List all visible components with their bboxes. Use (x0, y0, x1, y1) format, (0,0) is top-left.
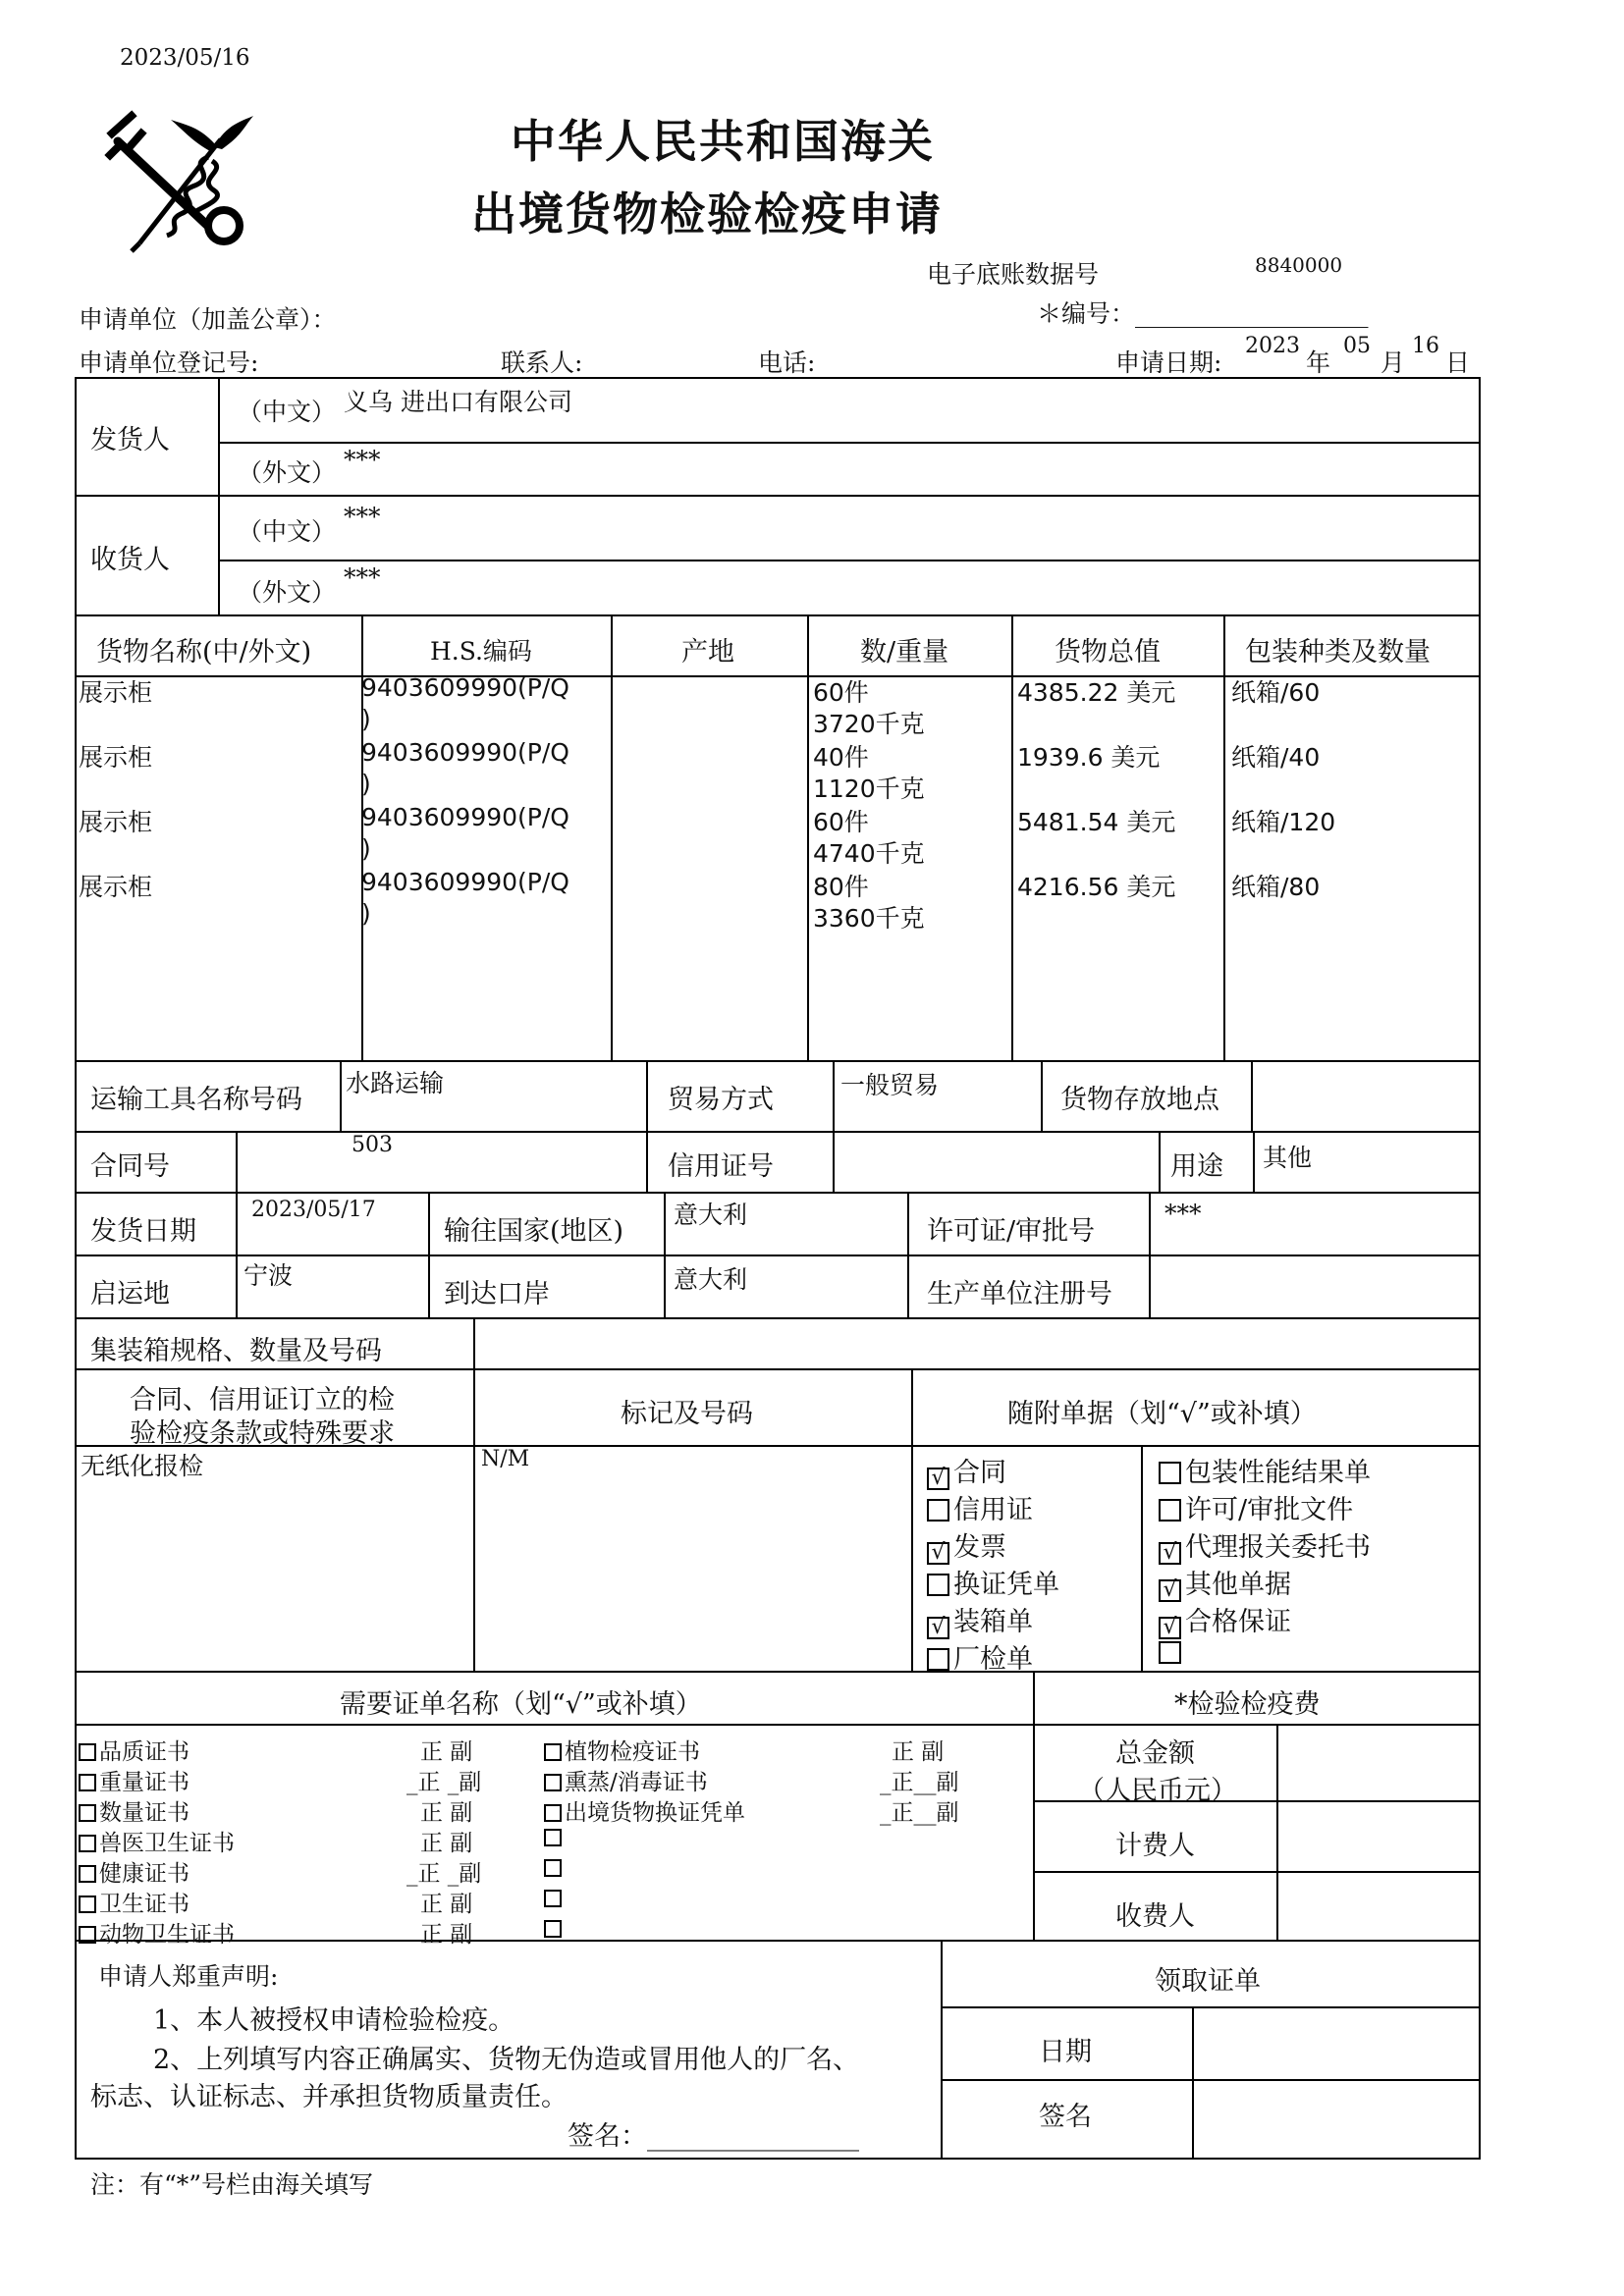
declaration-item2b: 标志、认证标志、并承担货物质量责任。 (90, 2082, 568, 2112)
doc-label: 换证凭单 (953, 1570, 1059, 1600)
cert-copies[interactable]: 正 副 (420, 1831, 473, 1856)
doc-label: 发票 (953, 1532, 1006, 1563)
ledger-value: 8840000 (1255, 253, 1343, 277)
shipper-fo-label: （外文） (238, 458, 337, 487)
doc-checkbox[interactable] (1159, 1563, 1291, 1602)
ship-date-label: 发货日期 (90, 1216, 196, 1247)
goods-row-name[interactable]: 展示柜 (79, 678, 153, 707)
cert-item[interactable] (544, 1825, 565, 1850)
license-label: 许可证/审批号 (927, 1216, 1096, 1247)
checkbox-icon[interactable] (544, 1890, 562, 1907)
apply-date-label: 申请日期: (1115, 348, 1222, 377)
checkbox-icon[interactable] (79, 1865, 96, 1883)
cert-item[interactable] (79, 1916, 235, 1949)
checkbox-icon[interactable] (544, 1774, 562, 1791)
goods-row-value[interactable]: 4216.56 美元 (1017, 873, 1176, 901)
doc-label: 包装性能结果单 (1185, 1458, 1371, 1488)
terms-value[interactable]: 无纸化报检 (81, 1452, 204, 1480)
checkbox-icon[interactable] (544, 1804, 562, 1822)
goods-row-name[interactable]: 展示柜 (79, 873, 153, 901)
checkbox-icon[interactable]: √ (927, 1468, 949, 1490)
checkbox-icon[interactable] (79, 1774, 96, 1791)
total-label-2: （人民币元） (1078, 1776, 1237, 1806)
consignee-label: 收货人 (90, 545, 170, 575)
checkbox-icon[interactable] (79, 1804, 96, 1822)
shipper-cn-label: （中文） (238, 398, 337, 426)
day-char: 日 (1445, 348, 1471, 377)
cert-item[interactable] (79, 1734, 189, 1766)
goods-row-weight[interactable]: 4740千克 (813, 839, 925, 868)
goods-row-hs-cont: ) (361, 834, 371, 863)
shipper-cn-value[interactable]: 义乌 进出口有限公司 (344, 388, 572, 416)
collect-header: 领取证单 (1155, 1966, 1261, 1997)
doc-checkbox[interactable] (1159, 1525, 1371, 1565)
cert-copies[interactable]: _正 _副 (406, 1770, 482, 1795)
goods-row-name[interactable]: 展示柜 (79, 808, 153, 836)
goods-header-name: 货物名称(中/外文) (96, 637, 312, 667)
goods-row-hs[interactable]: 9403609990(P/Q (361, 868, 569, 896)
doc-checkbox[interactable] (1159, 1600, 1291, 1639)
doc-label: 厂检单 (953, 1644, 1033, 1675)
shipper-label: 发货人 (90, 425, 170, 455)
checkbox-icon[interactable] (79, 1926, 96, 1944)
use-label: 用途 (1170, 1151, 1223, 1182)
declaration-sign[interactable]: 签名：________________ (568, 2121, 859, 2152)
goods-row-pack[interactable]: 纸箱/60 (1231, 678, 1321, 707)
doc-checkbox[interactable] (927, 1600, 1033, 1639)
origin-port-value[interactable]: 宁波 (244, 1261, 294, 1290)
goods-row-pack[interactable]: 纸箱/80 (1231, 873, 1321, 901)
cert-copies[interactable]: 正 副 (892, 1739, 945, 1765)
apply-year: 2023 (1245, 334, 1300, 358)
doc-label: 代理报关委托书 (1185, 1532, 1371, 1563)
doc-checkbox[interactable] (927, 1525, 1006, 1565)
cert-label: 重量证书 (99, 1770, 189, 1795)
phone-label: 电话: (758, 348, 816, 377)
cert-label: 出境货物换证凭单 (565, 1800, 745, 1826)
cert-item[interactable] (79, 1825, 235, 1857)
origin-port-label: 启运地 (90, 1279, 170, 1309)
checkbox-icon[interactable] (1159, 1641, 1181, 1664)
ledger-label: 电子底账数据号 (927, 260, 1100, 289)
doc-checkbox[interactable] (927, 1488, 1033, 1526)
checkbox-icon[interactable] (79, 1896, 96, 1913)
contact-label: 联系人: (501, 348, 583, 377)
checkbox-icon[interactable] (79, 1743, 96, 1761)
cert-item[interactable] (79, 1855, 189, 1888)
cert-label: 卫生证书 (99, 1892, 189, 1917)
title-line1: 中华人民共和国海关 (511, 115, 935, 168)
cert-label: 植物检疫证书 (565, 1739, 700, 1765)
cert-copies[interactable]: 正 副 (420, 1892, 473, 1917)
checkbox-icon[interactable]: √ (1159, 1542, 1181, 1565)
print-date: 2023/05/16 (120, 45, 250, 71)
consignee-cn-value[interactable]: *** (344, 503, 381, 531)
title-line2: 出境货物检验检疫申请 (471, 187, 943, 240)
checkbox-icon[interactable] (927, 1499, 949, 1522)
vehicle-label: 运输工具名称号码 (90, 1085, 302, 1115)
total-label-1: 总金额 (1115, 1738, 1195, 1769)
doc-checkbox[interactable] (927, 1563, 1059, 1601)
doc-label: 合格保证 (1185, 1607, 1291, 1637)
shipper-fo-value[interactable]: *** (344, 446, 381, 474)
goods-header-qty: 数/重量 (860, 637, 949, 667)
declaration-title: 申请人郑重声明: (98, 1962, 279, 1991)
checkbox-icon[interactable]: √ (1159, 1579, 1181, 1602)
dest-country-value[interactable]: 意大利 (674, 1201, 748, 1229)
cert-copies[interactable]: _正__副 (880, 1770, 959, 1795)
goods-row-hs[interactable]: 9403609990(P/Q (361, 738, 569, 767)
collect-date-label: 日期 (1039, 2037, 1092, 2067)
license-value[interactable]: *** (1164, 1200, 1202, 1228)
cert-copies[interactable]: 正 副 (420, 1800, 473, 1826)
goods-row-hs[interactable]: 9403609990(P/Q (361, 673, 569, 702)
apply-month: 05 (1343, 334, 1371, 358)
doc-label: 许可/审批文件 (1185, 1495, 1354, 1525)
doc-checkbox[interactable] (927, 1451, 1006, 1490)
calc-label: 计费人 (1115, 1831, 1195, 1861)
cert-copies[interactable]: _正 _副 (406, 1861, 482, 1887)
goods-row-hs-cont: ) (361, 899, 371, 928)
arrival-port-value[interactable]: 意大利 (674, 1265, 748, 1294)
collect-sign-label: 签名 (1039, 2102, 1092, 2132)
checkbox-icon[interactable] (1159, 1499, 1181, 1522)
consignee-cn-label: （中文） (238, 517, 337, 546)
cert-label: 动物卫生证书 (99, 1922, 235, 1948)
goods-row-pack[interactable]: 纸箱/40 (1231, 743, 1321, 772)
month-char: 月 (1380, 348, 1406, 377)
cert-label: 健康证书 (99, 1861, 189, 1887)
trade-value[interactable]: 一般贸易 (840, 1071, 940, 1099)
cert-item[interactable] (544, 1734, 700, 1766)
goods-row-hs-cont: ) (361, 705, 371, 733)
goods-row-weight[interactable]: 3360千克 (813, 904, 925, 933)
cert-item[interactable] (79, 1794, 189, 1827)
checkbox-icon[interactable]: √ (927, 1542, 949, 1565)
marks-label: 标记及号码 (621, 1399, 753, 1429)
use-value[interactable]: 其他 (1263, 1144, 1313, 1172)
doc-checkbox[interactable] (1159, 1637, 1185, 1668)
declaration-item1: 1、本人被授权申请检验检疫。 (153, 2005, 515, 2036)
ship-date-value[interactable]: 2023/05/17 (251, 1198, 376, 1222)
terms-label-1: 合同、信用证订立的检 (130, 1385, 395, 1415)
checkbox-icon[interactable] (544, 1920, 562, 1938)
checkbox-icon[interactable]: √ (927, 1617, 949, 1639)
checkbox-icon[interactable] (544, 1829, 562, 1846)
checkbox-icon[interactable] (544, 1743, 562, 1761)
contract-value[interactable]: 503 (352, 1133, 393, 1157)
certs-header: 需要证单名称（划“√”或补填） (340, 1689, 702, 1720)
cert-label: 数量证书 (99, 1800, 189, 1826)
collect-label: 收费人 (1115, 1901, 1195, 1932)
checkbox-icon[interactable] (544, 1859, 562, 1877)
doc-label: 信用证 (953, 1495, 1033, 1525)
apply-day: 16 (1412, 334, 1439, 358)
cert-label: 熏蒸/消毒证书 (565, 1770, 708, 1795)
vehicle-value[interactable]: 水路运输 (346, 1069, 445, 1097)
goods-row-hs[interactable]: 9403609990(P/Q (361, 803, 569, 831)
consignee-fo-label: （外文） (238, 578, 337, 607)
cert-item[interactable] (544, 1916, 565, 1942)
goods-row-qty[interactable]: 60件 (813, 678, 869, 707)
footnote: 注：有“*”号栏由海关填写 (90, 2170, 374, 2199)
goods-header-pack: 包装种类及数量 (1245, 637, 1431, 667)
trade-label: 贸易方式 (668, 1085, 774, 1115)
cert-item[interactable] (544, 1794, 745, 1827)
marks-value[interactable]: N/M (481, 1447, 530, 1471)
dest-country-label: 输往国家(地区) (444, 1216, 624, 1247)
number-label: ＊编号：___________________ (1037, 299, 1369, 328)
checkbox-icon[interactable]: √ (1159, 1617, 1181, 1639)
doc-checkbox[interactable] (1159, 1451, 1371, 1489)
goods-row-hs-cont: ) (361, 770, 371, 798)
docs-label: 随附单据（划“√”或补填） (1007, 1399, 1317, 1429)
doc-label: 其他单据 (1185, 1570, 1291, 1600)
goods-row-qty[interactable]: 60件 (813, 808, 869, 836)
cert-item[interactable] (79, 1886, 189, 1918)
producer-label: 生产单位注册号 (927, 1279, 1112, 1309)
goods-row-weight[interactable]: 1120千克 (813, 774, 925, 803)
consignee-fo-value[interactable]: *** (344, 563, 381, 592)
reg-no-label: 申请单位登记号: (79, 348, 259, 377)
cert-copies[interactable]: _正__副 (880, 1800, 959, 1826)
cert-label: 兽医卫生证书 (99, 1831, 235, 1856)
applicant-label: 申请单位（加盖公章）： (79, 305, 337, 334)
container-label: 集装箱规格、数量及号码 (90, 1336, 382, 1366)
year-char: 年 (1306, 348, 1331, 377)
storage-label: 货物存放地点 (1060, 1085, 1219, 1115)
goods-row-value[interactable]: 1939.6 美元 (1017, 743, 1161, 772)
doc-label: 合同 (953, 1458, 1006, 1488)
goods-row-qty[interactable]: 40件 (813, 743, 869, 772)
cert-item[interactable] (544, 1764, 708, 1796)
goods-row-qty[interactable]: 80件 (813, 873, 869, 901)
customs-emblem-icon (98, 106, 255, 253)
goods-row-value[interactable]: 4385.22 美元 (1017, 678, 1176, 707)
checkbox-icon[interactable] (927, 1574, 949, 1596)
goods-row-value[interactable]: 5481.54 美元 (1017, 808, 1176, 836)
goods-row-pack[interactable]: 纸箱/120 (1231, 808, 1336, 836)
doc-label: 装箱单 (953, 1607, 1033, 1637)
cert-label: 品质证书 (99, 1739, 189, 1765)
checkbox-icon[interactable] (927, 1648, 949, 1671)
checkbox-icon[interactable] (1159, 1462, 1181, 1484)
declaration-item2a: 2、上列填写内容正确属实、货物无伪造或冒用他人的厂名、 (153, 2045, 860, 2075)
goods-header-value: 货物总值 (1055, 637, 1161, 667)
goods-row-weight[interactable]: 3720千克 (813, 710, 925, 738)
fee-header: *检验检疫费 (1174, 1689, 1321, 1720)
goods-header-origin: 产地 (681, 637, 734, 667)
terms-label-2: 验检疫条款或特殊要求 (130, 1418, 395, 1449)
cert-copies[interactable]: 正 副 (420, 1739, 473, 1765)
goods-row-name[interactable]: 展示柜 (79, 743, 153, 772)
cert-copies[interactable]: 正 副 (420, 1922, 473, 1948)
lc-label: 信用证号 (668, 1151, 774, 1182)
goods-header-hs: H.S.编码 (430, 637, 532, 666)
doc-checkbox[interactable] (1159, 1488, 1353, 1526)
doc-checkbox[interactable] (927, 1637, 1033, 1676)
cert-item[interactable] (544, 1855, 565, 1881)
cert-item[interactable] (79, 1764, 189, 1796)
cert-item[interactable] (544, 1886, 565, 1911)
contract-label: 合同号 (90, 1151, 170, 1182)
checkbox-icon[interactable] (79, 1835, 96, 1852)
arrival-port-label: 到达口岸 (444, 1279, 550, 1309)
